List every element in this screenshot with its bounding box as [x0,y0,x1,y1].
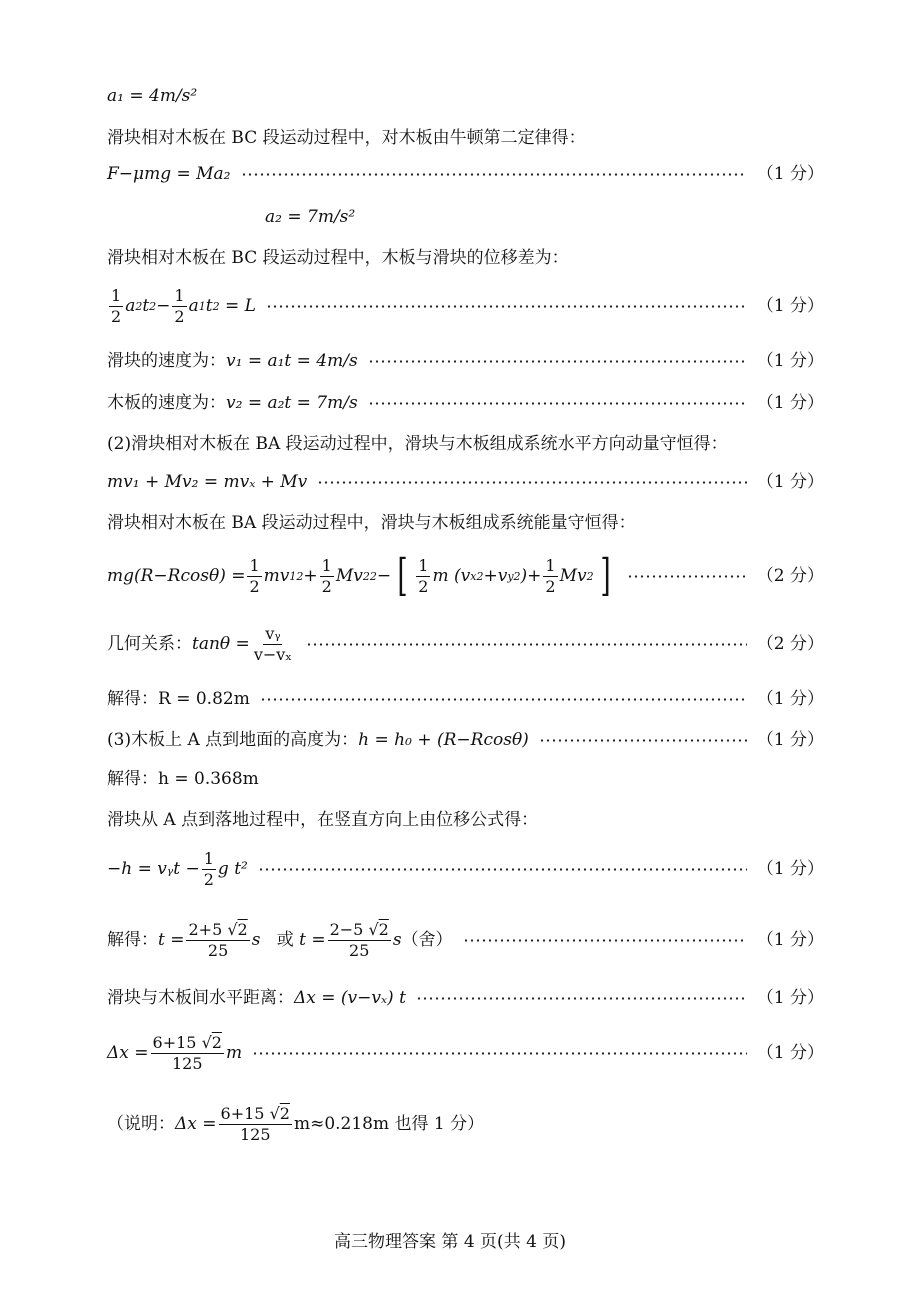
h-result: 解得：h = 0.368m [107,769,259,789]
score: （2 分） [756,565,824,586]
score: （1 分） [756,393,824,413]
score: （2 分） [756,634,824,654]
a1-result-line [107,88,824,105]
disp-eq-line [107,287,824,326]
v2-line: 木板的速度为： v₂ = a₂t = 7m/s （1 分） [107,393,824,413]
fraction: $\frac{1}{2}$ [321,555,332,596]
fraction: $\frac{6+15 √2}{125}$ [220,1104,290,1144]
fraction: $\frac{1}{2}$ [174,286,185,326]
h-eq: h = h₀ + (R−Rcosθ) [358,730,529,750]
leader-dots [539,739,747,742]
score: （1 分） [756,689,824,709]
t-result-line: 解得： t = $\frac{2+5 √2}{25}$ s 或 t = $\frac{2-5 √2}{25}$ s （舍） （1 分） [107,920,824,960]
fall-eq: −h = vᵧt − $\frac{1}{2}$ g t² [107,849,248,889]
leader-dots [258,868,747,871]
score: （1 分） [756,472,824,492]
leader-dots [317,481,746,484]
v1-eq: v₁ = a₁t = 4m/s [226,351,358,371]
momentum-eq: mv₁ + Mv₂ = mvₓ + Mv [107,472,308,492]
h-result-line [107,771,824,788]
leader-dots [266,305,747,308]
score: （1 分） [756,351,824,371]
score: （1 分） [756,296,824,316]
fraction: $\frac{1}{2}$ [249,555,260,596]
part3-line: (3)木板上 A 点到地面的高度为： h = h₀ + (R−Rcosθ) （1 分） [107,730,824,750]
geometry-eq: tanθ = $\frac{\text{vᵧ}}{\text{v−vₓ}}$ [192,624,293,664]
leader-dots [306,643,747,646]
leader-dots [368,402,747,405]
note-line: （说明： Δx = $\frac{6+15 √2}{125}$ m≈0.218m 也得 1 分） [107,1104,485,1144]
score: （1 分） [756,930,824,950]
leader-dots [260,698,747,701]
page-footer: 高三物理答案 第 4 页(共 4 页) [334,1232,566,1252]
newton-board-line [107,166,824,183]
fraction: $\frac{2-5 √2}{25}$ [329,920,389,960]
newton-board-eq: F−μmg = Ma₂ [107,164,231,184]
v1-line: 滑块的速度为： v₁ = a₁t = 4m/s （1 分） [107,351,824,371]
r-result: 解得：R = 0.82m [107,689,250,709]
dx-result-eq: Δx = $\frac{6+15 √2}{125}$ m [107,1033,243,1073]
leader-dots [627,575,747,578]
fraction: $\frac{6+15 √2}{125}$ [152,1033,222,1073]
bc-board-intro: 滑块相对木板在 BC 段运动过程中，对木板由牛顿第二定律得： [107,128,586,148]
fall-eq-line [107,850,824,889]
a2-result: a₂ = 7m/s² [265,207,356,227]
score: （1 分） [756,1043,824,1063]
energy-eq: mg(R−Rcosθ) = $\frac{1}{2}$ mv 1 2 + $\frac{1}{2}$ Mv 2 2 − [ $\frac{1}{2}$ m (v x 2 +v y 2 )+ $\frac{1}{2}$ Mv 2 ] [107,550,611,601]
fraction: $\frac{2+5 √2}{25}$ [188,920,248,960]
score: （1 分） [756,164,824,184]
leader-dots [416,997,747,1000]
leader-dots [368,360,747,363]
dx-result-line [107,1034,824,1073]
v2-eq: v₂ = a₂t = 7m/s [226,393,358,413]
a1-result: a₁ = 4m/s² [107,86,198,106]
disp-eq: $\frac{1}{2}$ a 2 t 2 − $\frac{1}{2}$ a 1 t 2 = L [111,286,256,326]
leader-dots [252,1052,747,1055]
fraction: $\frac{\text{vᵧ}}{\text{v−vₓ}}$ [253,624,293,664]
score: （1 分） [756,859,824,879]
fraction: $\frac{1}{2}$ [418,555,429,596]
fraction: $\frac{1}{2}$ [111,286,122,326]
geometry-line: 几何关系： tanθ = $\frac{\text{vᵧ}}{\text{v−vₓ}}$ （2 分） [107,624,824,664]
t-result-eq: t = $\frac{2+5 √2}{25}$ s 或 t = $\frac{2-5 √2}{25}$ s （舍） [158,920,453,960]
part2-intro: (2)滑块相对木板在 BA 段运动过程中，滑块与木板组成系统水平方向动量守恒得： [107,434,728,454]
score: （1 分） [756,988,824,1008]
bc-disp-intro: 滑块相对木板在 BC 段运动过程中，木板与滑块的位移差为： [107,248,569,268]
leader-dots [241,173,747,176]
r-result-line [107,691,824,708]
note-eq: Δx = $\frac{6+15 √2}{125}$ [175,1104,290,1144]
energy-intro: 滑块相对木板在 BA 段运动过程中，滑块与木板组成系统能量守恒得： [107,513,636,533]
dx-line: 滑块与木板间水平距离： Δx = (v−vₓ) t （1 分） [107,988,824,1008]
leader-dots [463,939,747,942]
dx-eq: Δx = (v−vₓ) t [294,988,406,1008]
fraction: $\frac{1}{2}$ [203,849,214,889]
fraction: $\frac{1}{2}$ [545,555,556,596]
energy-eq-line [107,550,824,601]
fall-intro: 滑块从 A 点到落地过程中，在竖直方向上由位移公式得： [107,810,539,830]
momentum-line [107,474,824,491]
a2-result-line [107,209,824,226]
score: （1 分） [756,730,824,750]
